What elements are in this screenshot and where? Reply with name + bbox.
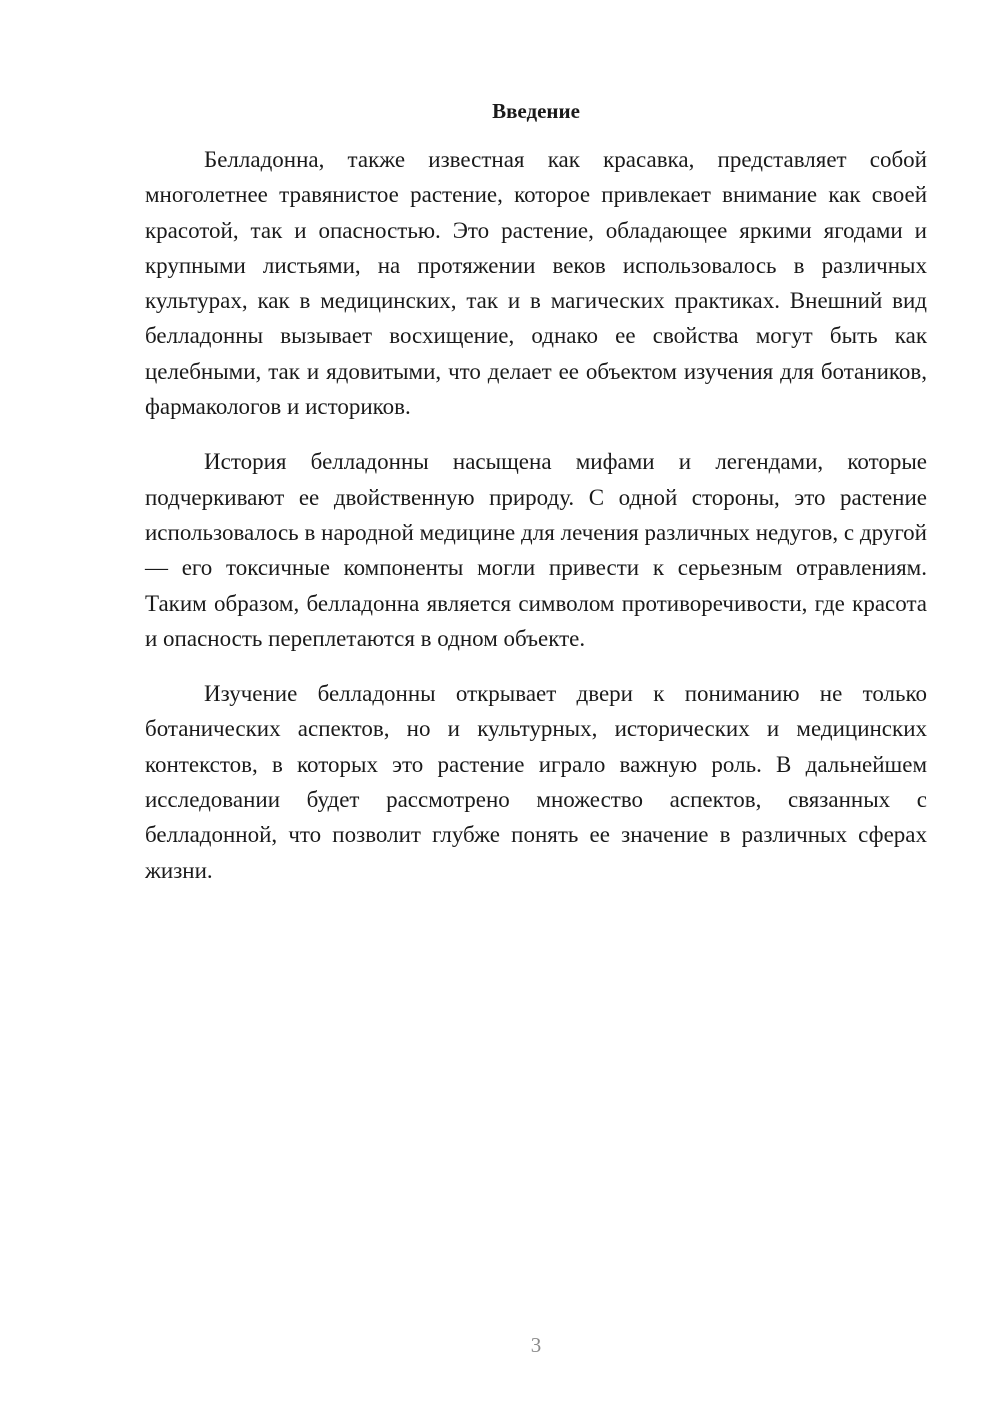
body-text (145, 142, 927, 908)
section-title: Введение (492, 99, 580, 123)
page-number: 3 (530, 1333, 542, 1357)
paragraph-history: История белладонны насыщена мифами и легендами, которые подчеркивают ее двойственную природу. С одной стороны, это растение использовалось в народной медицине для лечения различных недугов, с другой — его токсичные компоненты могли привести к серьезным отравлениям. Таким образом, белладонна является символом противоречивости, где красота и опасность переплетаются в одном объекте. (145, 449, 927, 651)
paragraph-study: Изучение белладонны открывает двери к пониманию не только ботанических аспектов, но и культурных, исторических и медицинских контекстов, в которых это растение играло важную роль. В дальнейшем исследовании будет рассмотрено множество аспектов, связанных с белладонной, что позволит глубже понять ее значение в различных сферах жизни. (145, 681, 927, 883)
paragraph-intro: Белладонна, также известная как красавка, представляет собой многолетнее травянистое растение, которое привлекает внимание как своей красотой, так и опасностью. Это растение, обладающее яркими ягодами и крупными листьями, на протяжении веков использовалось в различных культурах, как в медицинских, так и в магических практиках. Внешний вид белладонны вызывает восхищение, однако ее свойства могут быть как целебными, так и ядовитыми, что делает ее объектом изучения для ботаников, фармакологов и историков. (145, 147, 927, 420)
